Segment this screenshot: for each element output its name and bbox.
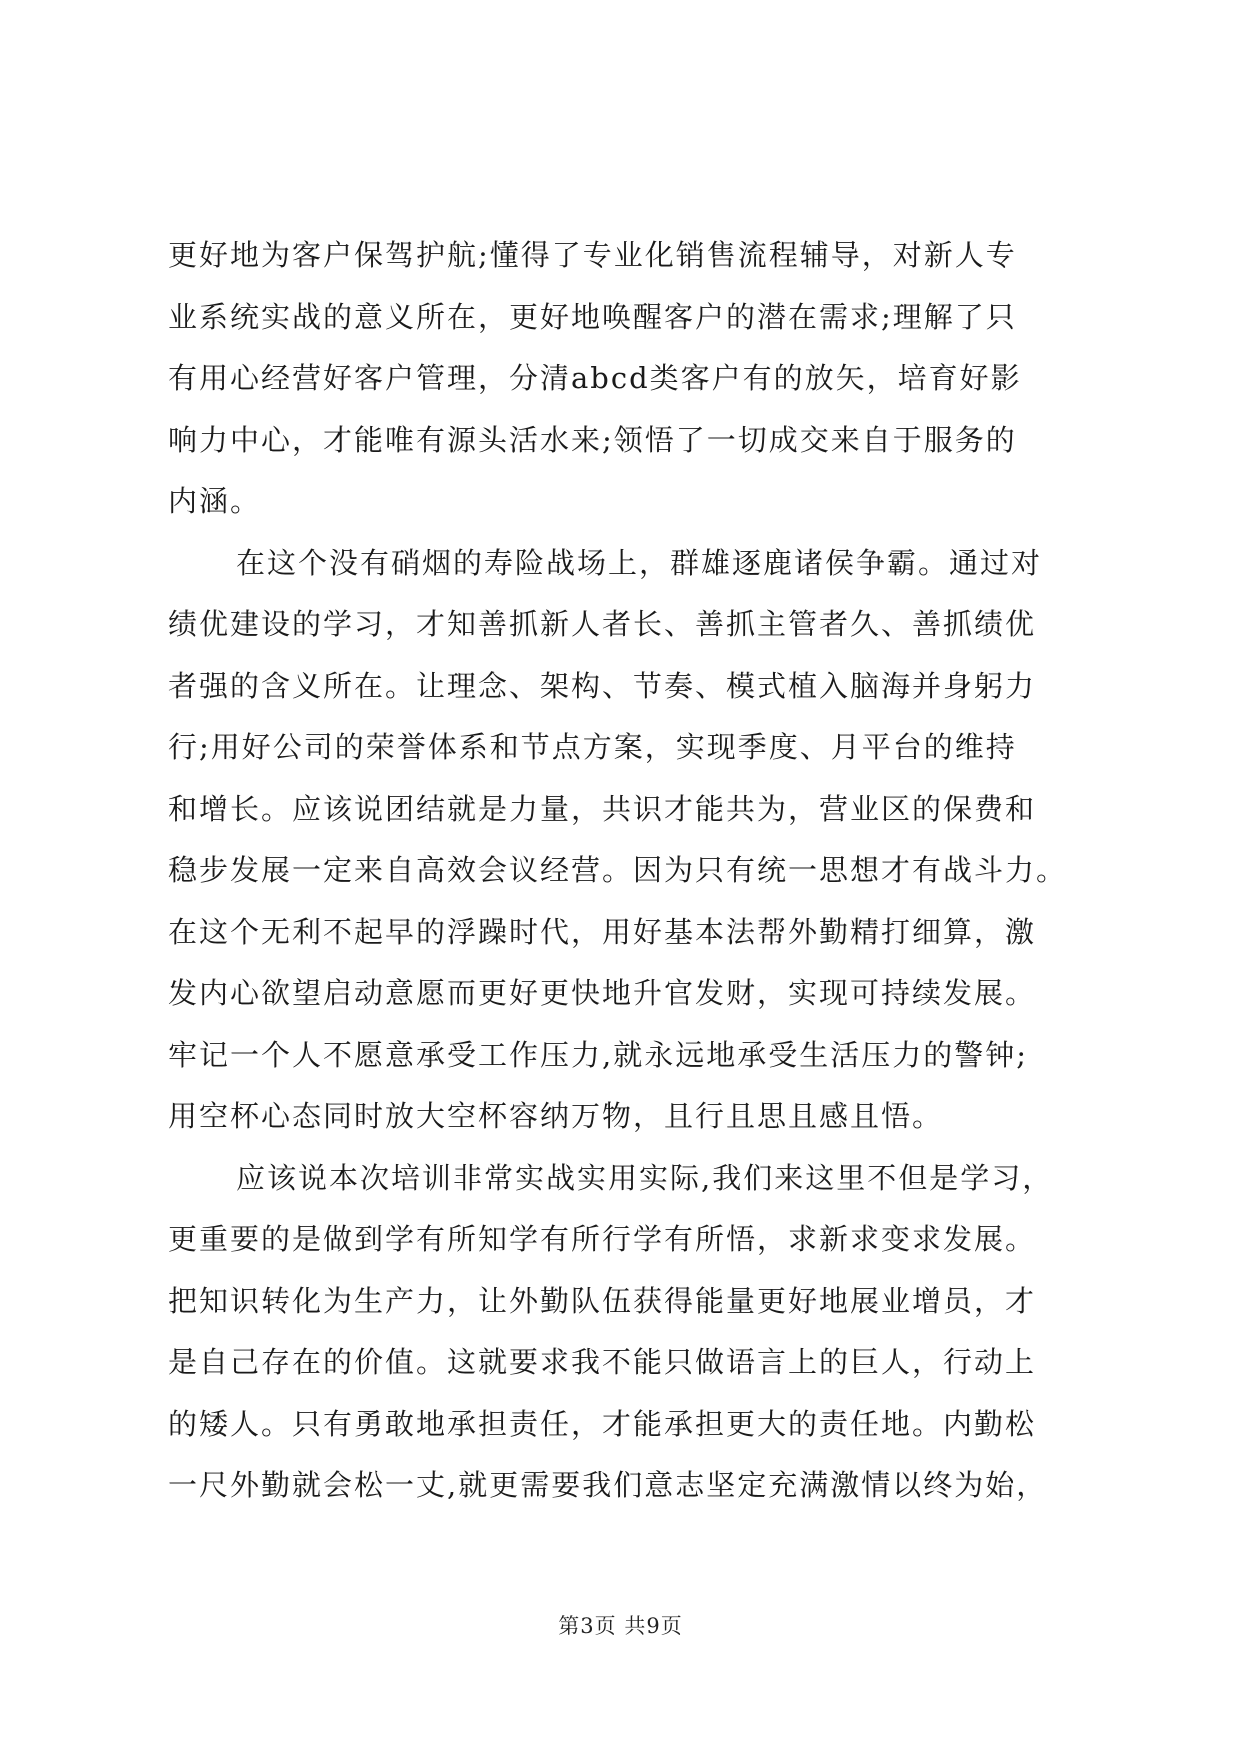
text-line: 在这个无利不起早的浮躁时代，用好基本法帮外勤精打细算，激 [168,914,1037,949]
text-line: 和增长。应该说团结就是力量，共识才能共为，营业区的保费和 [168,791,1037,826]
text-line: 用空杯心态同时放大空杯容纳万物，且行且思且感且悟。 [168,1099,944,1133]
text-line: 应该说本次培训非常实战实用实际,我们来这里不但是学习， [236,1160,1054,1195]
text-line: 的矮人。只有勇敢地承担责任，才能承担更大的责任地。内勤松 [168,1406,1037,1441]
text-line: 牢记一个人不愿意承受工作压力,就永远地承受生活压力的警钟; [168,1037,1028,1072]
text-line: 绩优建设的学习，才知善抓新人者长、善抓主管者久、善抓绩优 [168,607,1037,641]
text-line: 发内心欲望启动意愿而更好更快地升官发财，实现可持续发展。 [168,976,1037,1010]
text-line: 者强的含义所在。让理念、架构、节奏、模式植入脑海并身躬力 [168,668,1037,703]
text-line: 有用心经营好客户管理，分清abcd类客户有的放矢，培育好影 [168,361,1022,395]
text-line: 更重要的是做到学有所知学有所行学有所悟，求新求变求发展。 [168,1222,1037,1256]
text-line: 行;用好公司的荣誉体系和节点方案，实现季度、月平台的维持 [168,730,1017,764]
text-line: 更好地为客户保驾护航;懂得了专业化销售流程辅导，对新人专 [168,238,1017,272]
text-line: 响力中心，才能唯有源头活水来;领悟了一切成交来自于服务的 [168,422,1017,457]
text-line: 稳步发展一定来自高效会议经营。因为只有统一思想才有战斗力。 [168,853,1068,887]
text-line: 业系统实战的意义所在，更好地唤醒客户的潜在需求;理解了只 [168,299,1017,334]
text-line: 把知识转化为生产力，让外勤队伍获得能量更好地展业增员，才 [168,1283,1037,1318]
text-line: 在这个没有硝烟的寿险战场上，群雄逐鹿诸侯争霸。通过对 [236,545,1043,580]
body-text [168,225,1088,1517]
text-line: 一尺外勤就会松一丈,就更需要我们意志坚定充满激情以终为始， [168,1468,1048,1502]
text-line: 是自己存在的价值。这就要求我不能只做语言上的巨人，行动上 [168,1345,1037,1379]
text-line: 内涵。 [168,484,262,518]
page-footer: 第3页 共9页 [558,1614,683,1638]
